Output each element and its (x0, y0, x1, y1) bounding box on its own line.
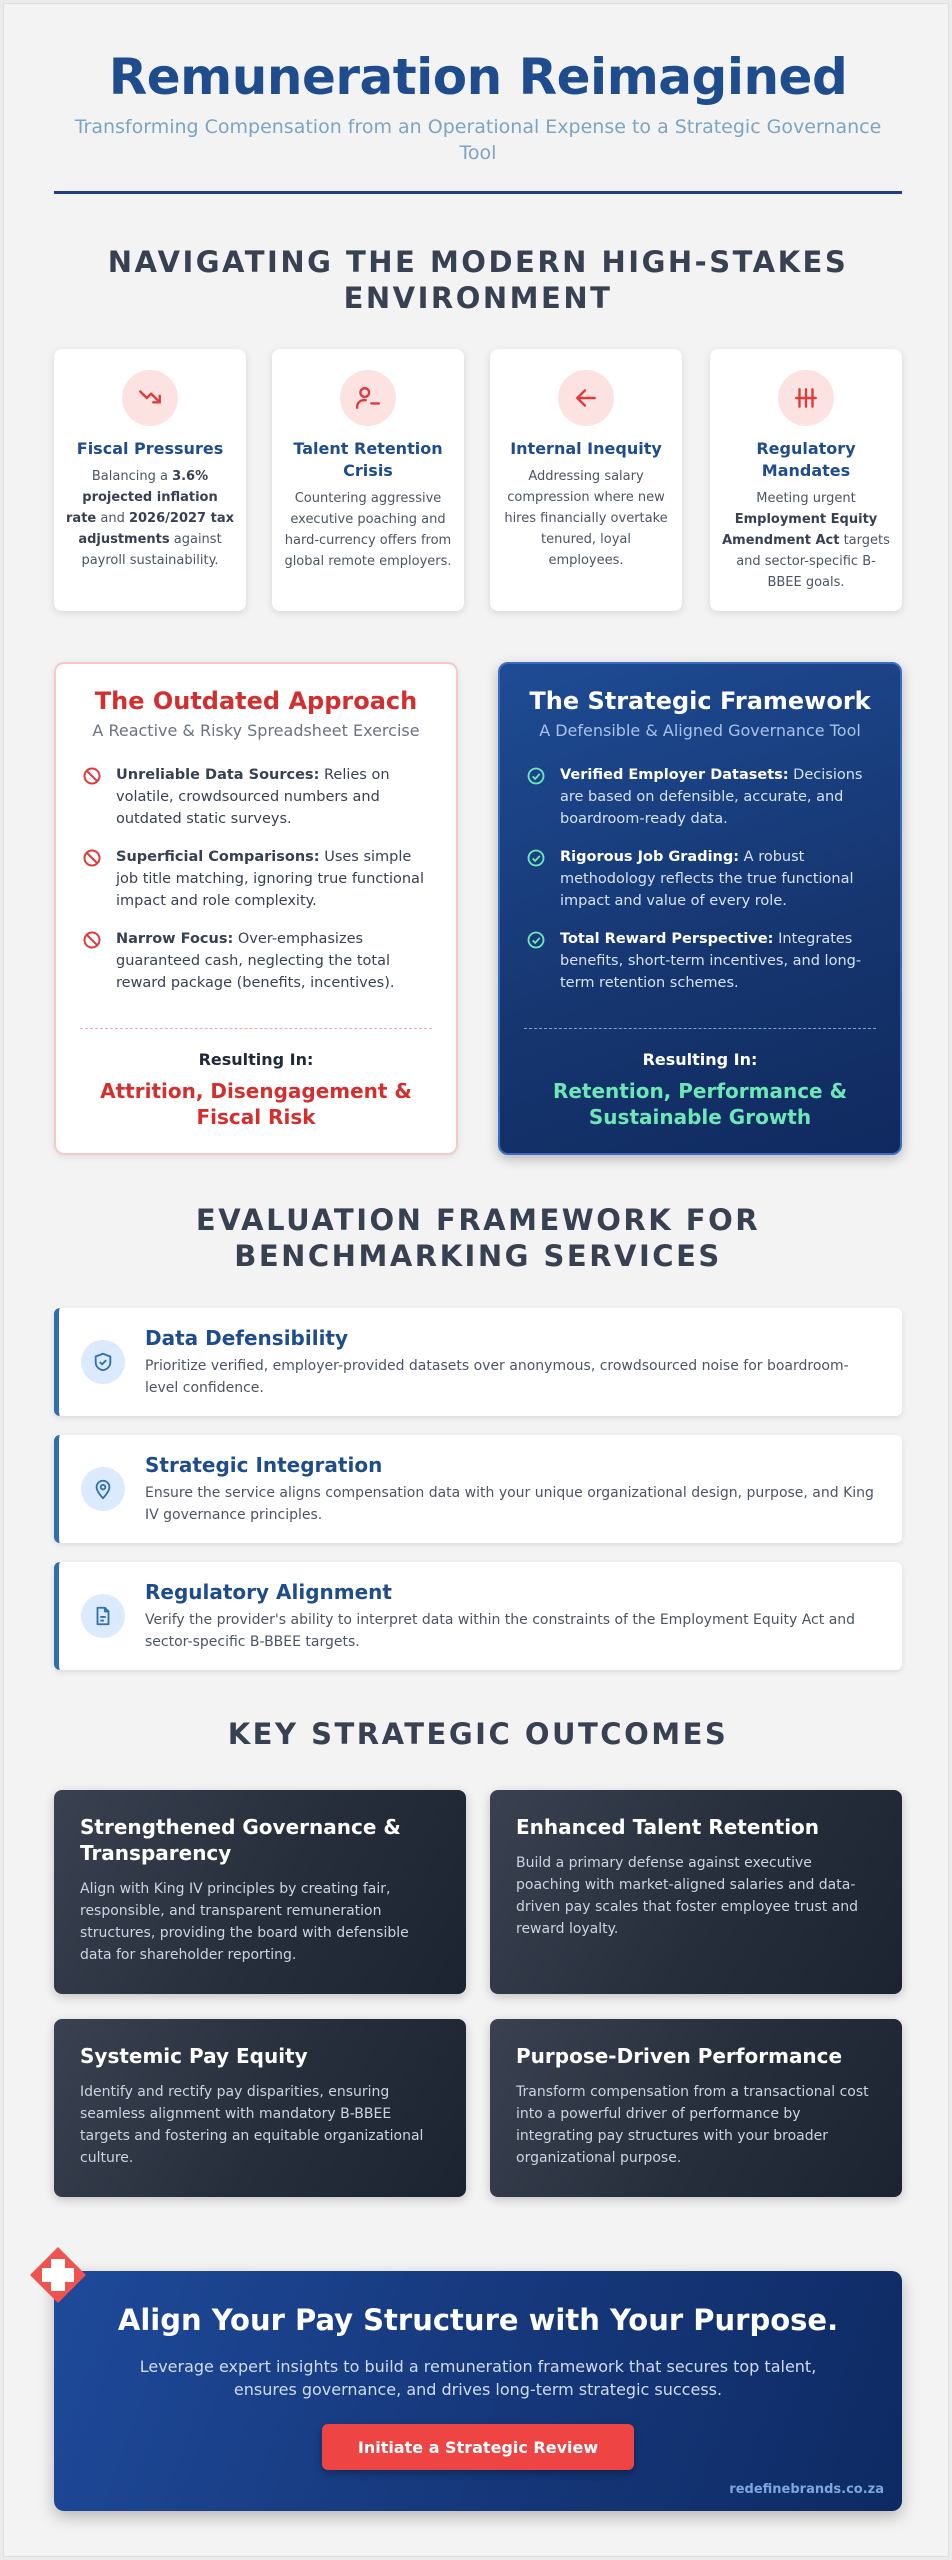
outdated-subtitle: A Reactive & Risky Spreadsheet Exercise (92, 721, 420, 740)
eval-title: Data Defensibility (145, 1326, 349, 1350)
strategic-framework-panel (498, 662, 902, 1155)
list-item: Narrow Focus: Over-emphasizes guaranteed cash, neglecting the total reward package (benefits, incentives). (82, 928, 432, 994)
eval-title: Strategic Integration (145, 1453, 383, 1477)
pressure-card-text: Countering aggressive executive poaching and hard-currency offers from global remote employers. (284, 491, 452, 569)
pressure-card-text: Addressing salary compression where new hires financially overtake tenured, loyal employees. (504, 469, 668, 568)
eval-text: Verify the provider's ability to interpret data within the constraints of the Employment Equity Act and sector-specific B-BBEE targets. (145, 1612, 856, 1650)
outcome-title: Purpose-Driven Performance (516, 2044, 843, 2068)
outcome-text: Identify and rectify pay disparities, ensuring seamless alignment with mandatory B-BBEE targets and fostering an equitable organizational culture. (80, 2084, 424, 2166)
check-circle-icon (526, 930, 546, 950)
check-circle-icon (526, 848, 546, 868)
eval-text: Prioritize verified, employer-provided datasets over anonymous, crowdsourced noise for boardroom-level confidence. (145, 1358, 849, 1396)
eval-card-strategic-integration (54, 1435, 902, 1543)
pressure-card-fiscal (54, 349, 246, 611)
list-item: Unreliable Data Sources: Relies on volatile, crowdsourced numbers and outdated static surveys. (82, 764, 432, 830)
eval-card-data-defensibility (54, 1308, 902, 1416)
list-item: Superficial Comparisons: Uses simple job title matching, ignoring true functional impact and role complexity. (82, 846, 432, 912)
gavel-icon (778, 370, 834, 426)
cta-banner (54, 2271, 902, 2511)
outdated-title: The Outdated Approach (94, 687, 418, 715)
outcome-text: Transform compensation from a transactional cost into a powerful driver of performance by integrating pay structures with your broader organizational purpose. (516, 2084, 869, 2166)
user-minus-icon (340, 370, 396, 426)
pressure-card-title: Internal Inequity (510, 439, 662, 458)
page-subtitle: Transforming Compensation from an Operational Expense to a Strategic Governance Tool (74, 116, 882, 164)
outdated-result: Attrition, Disengagement & Fiscal Risk (100, 1079, 412, 1129)
check-circle-icon (526, 766, 546, 786)
strategic-list (526, 764, 876, 1010)
document-icon (81, 1594, 125, 1638)
ban-icon (82, 848, 102, 868)
outcome-title: Systemic Pay Equity (80, 2044, 308, 2068)
initiate-review-button[interactable]: Initiate a Strategic Review (322, 2424, 634, 2470)
strategic-result: Retention, Performance & Sustainable Growth (552, 1079, 848, 1129)
page-title: Remuneration Reimagined (108, 48, 848, 106)
ban-icon (82, 930, 102, 950)
arrow-left-icon (558, 370, 614, 426)
website-link[interactable]: redefinebrands.co.za (729, 2482, 884, 2497)
divider (524, 1028, 876, 1029)
plus-badge-icon (28, 2245, 88, 2305)
eval-text: Ensure the service aligns compensation data with your unique organizational design, purpose, and King IV governance principles. (145, 1485, 874, 1523)
pressure-card-talent (272, 349, 464, 611)
pressure-card-title: Regulatory Mandates (756, 439, 856, 480)
outcome-card-governance (54, 1790, 466, 1994)
pressure-card-title: Fiscal Pressures (76, 439, 224, 458)
ban-icon (82, 766, 102, 786)
outcome-title: Strengthened Governance & Transparency (80, 1815, 401, 1865)
outcome-text: Build a primary defense against executive poaching with market-aligned salaries and data-driven pay scales that foster employee trust and reward loyalty. (516, 1855, 858, 1937)
outcome-text: Align with King IV principles by creating fair, responsible, and transparent remuneration structures, providing the board with defensible data for shareholder reporting. (80, 1881, 409, 1963)
infographic-page (3, 3, 949, 2557)
eval-title: Regulatory Alignment (145, 1580, 392, 1604)
pressure-card-title: Talent Retention Crisis (293, 439, 443, 480)
result-label: Resulting In: (642, 1050, 758, 1069)
list-item: Rigorous Job Grading: A robust methodology reflects the true functional impact and value of every role. (526, 846, 876, 912)
map-pin-icon (81, 1467, 125, 1511)
divider (80, 1028, 432, 1029)
pressure-card-text: Meeting urgent Employment Equity Amendment Act targets and sector-specific B-BBEE goals. (722, 491, 890, 590)
list-item: Verified Employer Datasets: Decisions are based on defensible, accurate, and boardroom-ready data. (526, 764, 876, 830)
outcome-card-retention (490, 1790, 902, 1994)
result-label: Resulting In: (198, 1050, 314, 1069)
strategic-title: The Strategic Framework (529, 687, 871, 715)
outcomes-heading: KEY STRATEGIC OUTCOMES (227, 1717, 729, 1751)
shield-check-icon (81, 1340, 125, 1384)
header-divider (54, 191, 902, 194)
strategic-subtitle: A Defensible & Aligned Governance Tool (539, 721, 861, 740)
outcome-title: Enhanced Talent Retention (516, 1815, 820, 1839)
cta-text: Leverage expert insights to build a remuneration framework that secures top talent, ensures governance, and drives long-term strategic success. (139, 2357, 817, 2399)
outdated-list (82, 764, 432, 1010)
pressure-card-regulatory (710, 349, 902, 611)
outcome-card-performance (490, 2019, 902, 2197)
pressure-card-text: Balancing a 3.6% projected inflation rate and 2026/2027 tax adjustments against payroll sustainability. (66, 469, 234, 568)
list-item: Total Reward Perspective: Integrates benefits, short-term incentives, and long-term retention schemes. (526, 928, 876, 994)
trending-down-icon (122, 370, 178, 426)
outcome-card-pay-equity (54, 2019, 466, 2197)
pressure-card-inequity (490, 349, 682, 611)
outdated-approach-panel (54, 662, 458, 1155)
evaluation-heading: EVALUATION FRAMEWORK FOR BENCHMARKING SERVICES (195, 1203, 761, 1273)
eval-card-regulatory-alignment (54, 1562, 902, 1670)
environment-heading: NAVIGATING THE MODERN HIGH-STAKES ENVIRONMENT (107, 245, 849, 315)
cta-title: Align Your Pay Structure with Your Purpose. (117, 2303, 839, 2337)
